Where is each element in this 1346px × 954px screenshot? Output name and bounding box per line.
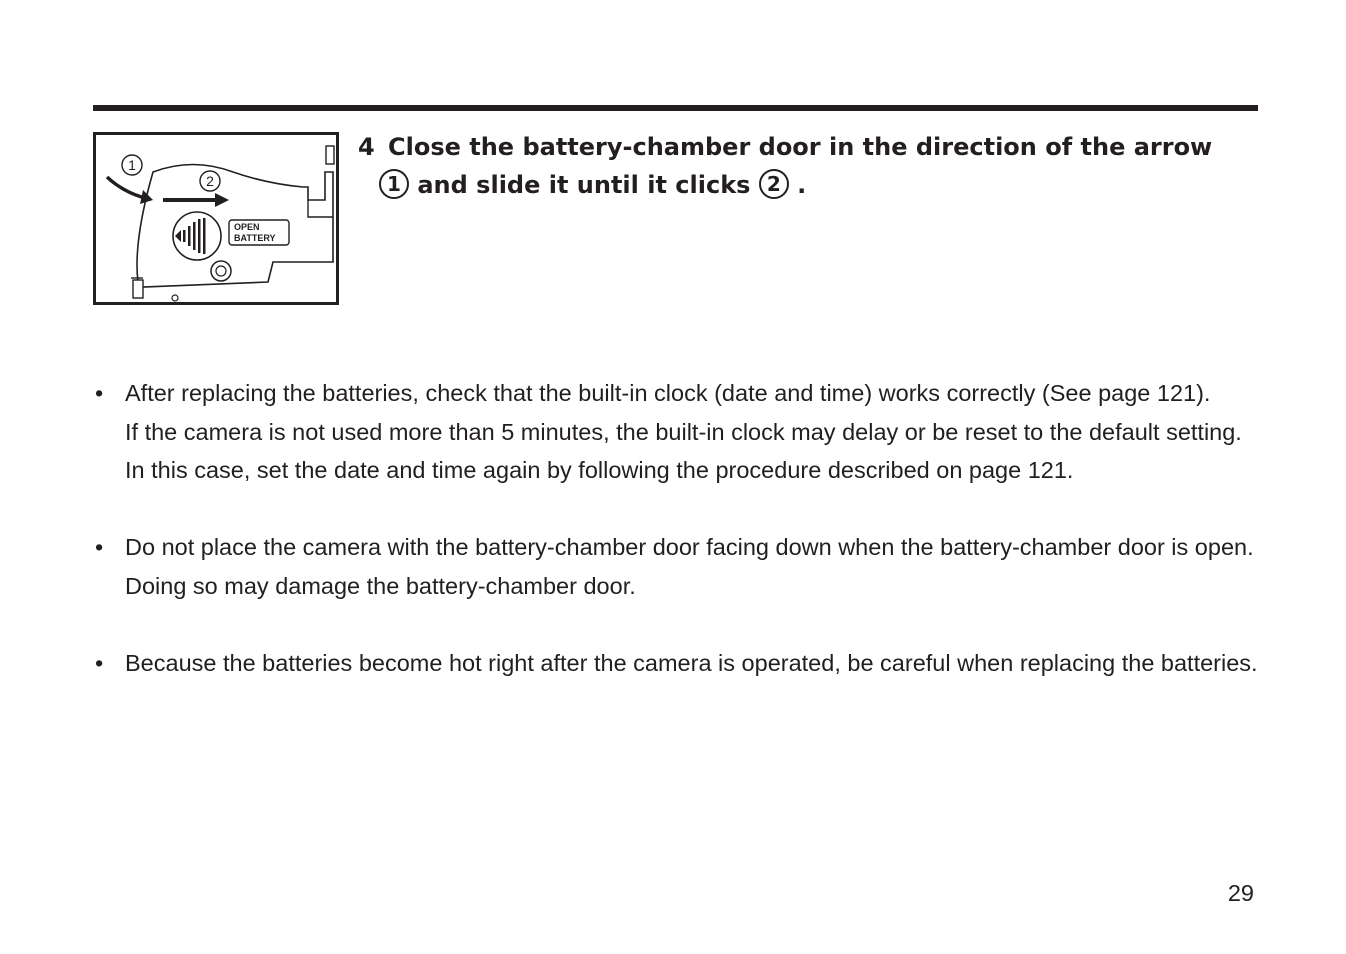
battery-door-illustration — [93, 132, 339, 305]
note-paragraph: If the camera is not used more than 5 minutes, the built-in clock may delay or be reset to the default setting. In this case, set the date and time again by following the procedure described on page 121. — [125, 418, 1242, 483]
note-item — [93, 528, 1263, 605]
step-marker-1: 1 — [379, 169, 409, 199]
note-item — [93, 644, 1263, 683]
page-number: 29 — [1227, 880, 1254, 906]
step-number: 4 — [358, 133, 375, 161]
callout-1: 1 — [128, 157, 136, 173]
note-paragraph: After replacing the batteries, check that the built-in clock (date and time) works correctly (See page 121). — [125, 380, 1211, 406]
open-label: OPEN — [234, 222, 260, 232]
bullet: • — [95, 534, 104, 560]
note-paragraph: Do not place the camera with the battery-chamber door facing down when the battery-chamber door is open. Doing so may damage the battery-chamber door. — [125, 534, 1254, 599]
bullet: • — [95, 380, 104, 406]
speaker-grille-icon — [173, 212, 221, 260]
step-line-2 — [358, 166, 1258, 204]
step-instruction — [358, 128, 1258, 204]
step-marker-2: 2 — [759, 169, 789, 199]
note-paragraph: Because the batteries become hot right after the camera is operated, be careful when replacing the batteries. — [125, 649, 1258, 676]
notes-list — [93, 374, 1263, 721]
step-text-end: . — [797, 171, 807, 199]
note-item — [93, 374, 1263, 490]
step-line-1 — [358, 128, 1258, 166]
step-text-2: and slide it until it clicks — [417, 171, 751, 199]
bullet: • — [95, 649, 104, 676]
battery-label: BATTERY — [234, 233, 276, 243]
top-rule — [93, 105, 1258, 111]
callout-2: 2 — [206, 173, 214, 189]
step-text-1: Close the battery-chamber door in the direction of the arrow — [388, 133, 1213, 161]
